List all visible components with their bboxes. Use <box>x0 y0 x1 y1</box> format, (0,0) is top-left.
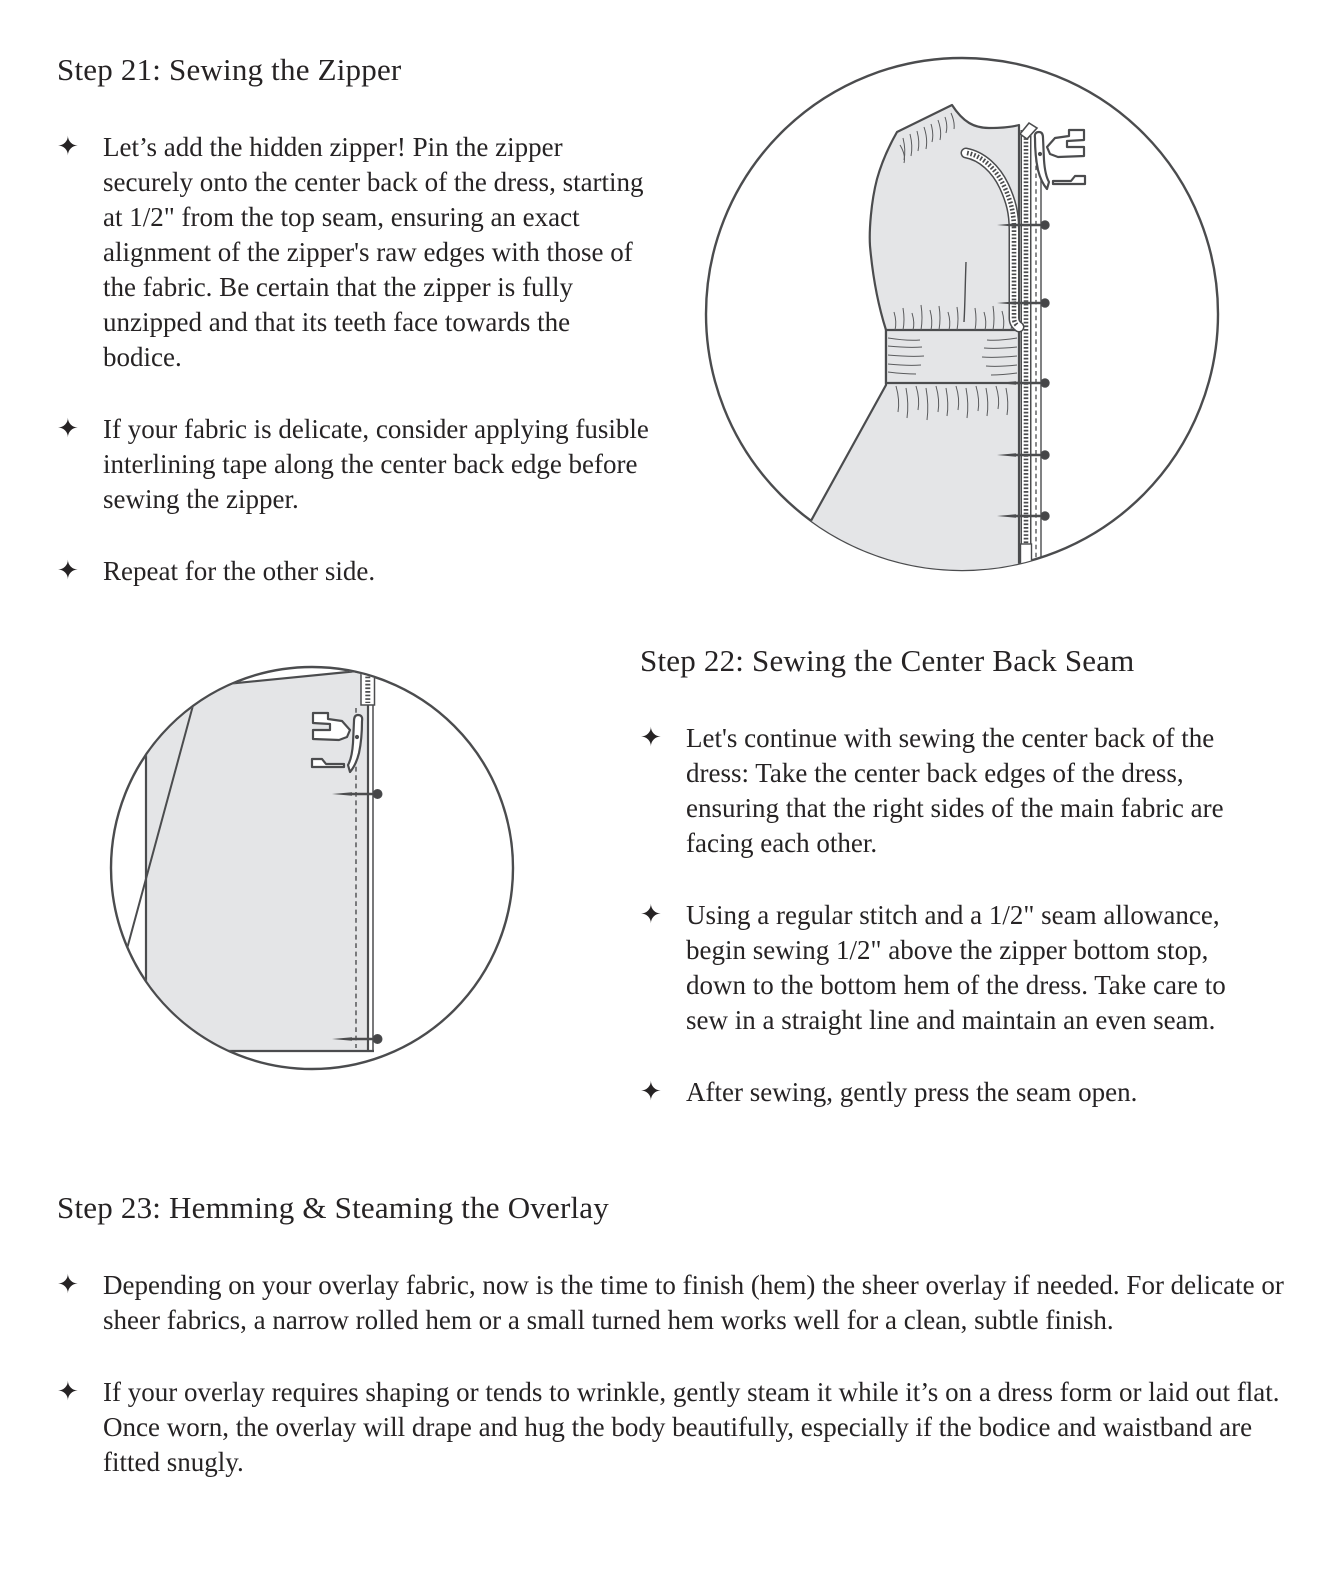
bullet-text: If your overlay requires shaping or tends to wrinkle, gently steam it while it’s on a dress form or laid out flat. Once worn, the overlay will drape and hug the body beautifully, especially if the bodice and waistband are fitted snugly. <box>103 1377 1280 1477</box>
star-bullet-icon: ✦ <box>57 1270 79 1300</box>
list-item <box>640 1075 1240 1110</box>
star-bullet-icon: ✦ <box>57 556 79 586</box>
figure-zipper-foot-seam-closeup <box>106 662 518 1074</box>
list-item <box>57 412 669 517</box>
step22-title: Step 22: Sewing the Center Back Seam <box>640 643 1135 678</box>
list-item <box>57 554 669 589</box>
figure-dress-back-with-zipper-pinned <box>700 50 1230 580</box>
list-item <box>57 1268 1302 1338</box>
bullet-text: Let’s add the hidden zipper! Pin the zipper securely onto the center back of the dress, starting at 1/2" from the top seam, ensuring an exact alignment of the zipper's raw edges with those of the fabric. Be certain that the zipper is fully unzipped and that its teeth face towards the bodice. <box>103 132 644 372</box>
star-bullet-icon: ✦ <box>57 132 79 162</box>
bullet-text: If your fabric is delicate, consider applying fusible interlining tape along the center back edge before sewing the zipper. <box>103 414 649 514</box>
section-step-21 <box>57 50 669 589</box>
star-bullet-icon: ✦ <box>57 1377 79 1407</box>
star-bullet-icon: ✦ <box>640 1077 662 1107</box>
list-item <box>57 1375 1302 1480</box>
bullet-text: After sewing, gently press the seam open. <box>686 1077 1138 1107</box>
star-bullet-icon: ✦ <box>57 414 79 444</box>
list-item <box>640 721 1240 861</box>
bullet-text: Repeat for the other side. <box>103 556 376 586</box>
step21-bullet-list <box>57 130 669 589</box>
list-item <box>640 898 1240 1038</box>
bullet-text: Using a regular stitch and a 1/2" seam allowance, begin sewing 1/2" above the zipper bottom stop, down to the bottom hem of the dress. Take care to sew in a straight line and maintain an even seam. <box>686 900 1226 1035</box>
section-step-22 <box>640 641 1240 1110</box>
step21-title: Step 21: Sewing the Zipper <box>57 52 402 87</box>
star-bullet-icon: ✦ <box>640 900 662 930</box>
star-bullet-icon: ✦ <box>640 723 662 753</box>
step22-bullet-list <box>640 721 1240 1110</box>
bullet-text: Depending on your overlay fabric, now is the time to finish (hem) the sheer overlay if needed. For delicate or sheer fabrics, a narrow rolled hem or a small turned hem works well for a clean, subtle finish. <box>103 1270 1284 1335</box>
bullet-text: Let's continue with sewing the center back of the dress: Take the center back edges of the dress, ensuring that the right sides of the main fabric are facing each other. <box>686 723 1224 858</box>
list-item <box>57 130 669 375</box>
step23-bullet-list <box>57 1268 1302 1480</box>
step23-title: Step 23: Hemming & Steaming the Overlay <box>57 1190 609 1225</box>
section-step-23 <box>57 1188 1302 1480</box>
